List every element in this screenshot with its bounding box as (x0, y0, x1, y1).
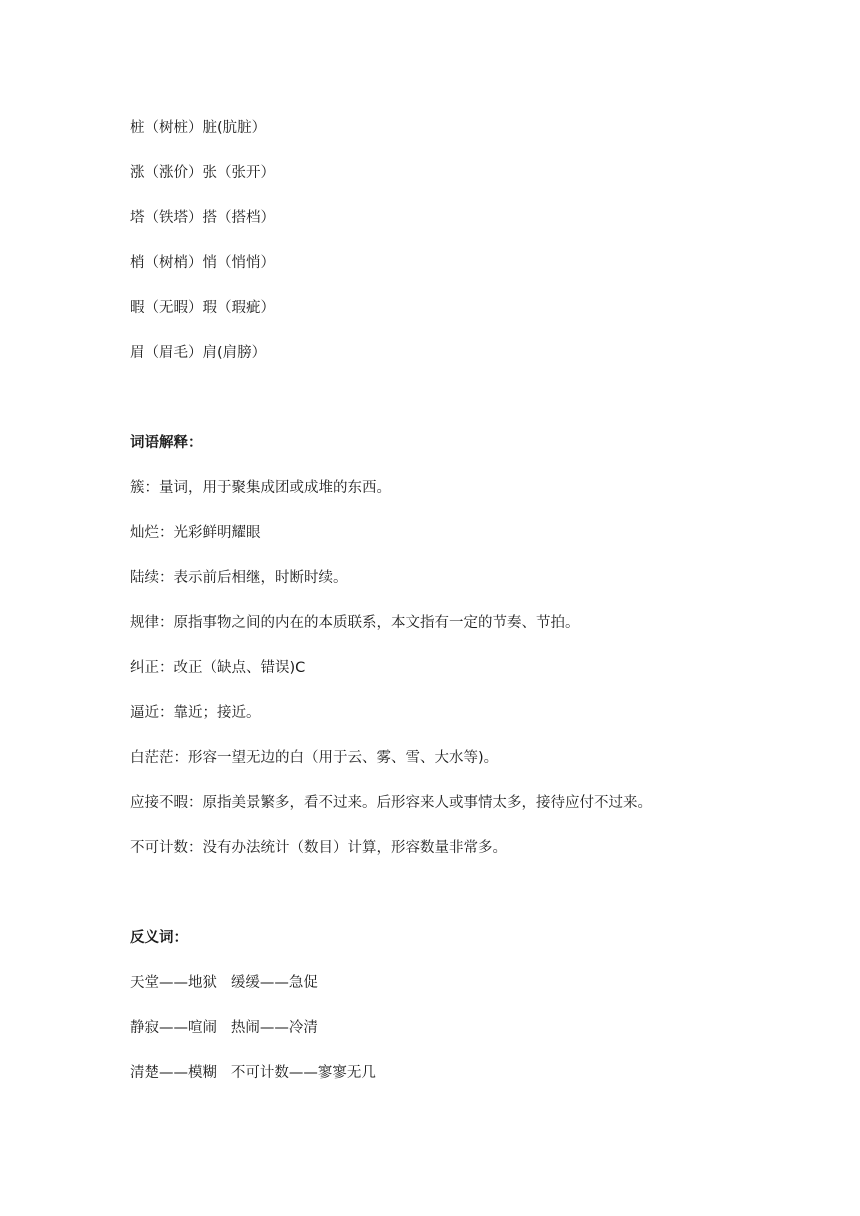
definition-item: 白茫茫：形容一望无边的白（用于云、雾、雪、大水等)。 (130, 750, 499, 766)
antonym-line: 静寂——喧闹 热闹——冷清 (130, 1020, 318, 1036)
definitions-heading: 词语解释： (130, 435, 203, 451)
definition-item: 簇：量词，用于聚集成团或成堆的东西。 (130, 480, 391, 496)
character-pair-line: 桩（树桩）脏(肮脏） (130, 120, 267, 136)
character-pair-line: 涨（涨价）张（张开） (130, 165, 275, 181)
definition-item: 灿烂：光彩鲜明耀眼 (130, 525, 261, 541)
definition-item: 规律：原指事物之间的内在的本质联系，本文指有一定的节奏、节拍。 (130, 615, 580, 631)
character-pair-line: 塔（铁塔）搭（搭档） (130, 210, 275, 226)
definition-item: 逼近：靠近；接近。 (130, 705, 261, 721)
antonym-line: 天堂——地狱 缓缓——急促 (130, 975, 318, 991)
antonym-line: 清楚——模糊 不可计数——寥寥无几 (130, 1065, 376, 1081)
definition-item: 不可计数：没有办法统计（数目）计算，形容数量非常多。 (130, 840, 507, 856)
character-pair-line: 暇（无暇）瑕（瑕疵） (130, 300, 275, 316)
antonyms-heading: 反义词： (130, 930, 188, 946)
definition-item: 陆续：表示前后相继，时断时续。 (130, 570, 348, 586)
character-pair-line: 梢（树梢）悄（悄悄） (130, 255, 275, 271)
definition-item: 纠正：改正（缺点、错误)C (130, 660, 306, 676)
definition-item: 应接不暇：原指美景繁多，看不过来。后形容来人或事情太多，接待应付不过来。 (130, 795, 652, 811)
character-pair-line: 眉（眉毛）肩(肩膀） (130, 345, 267, 361)
